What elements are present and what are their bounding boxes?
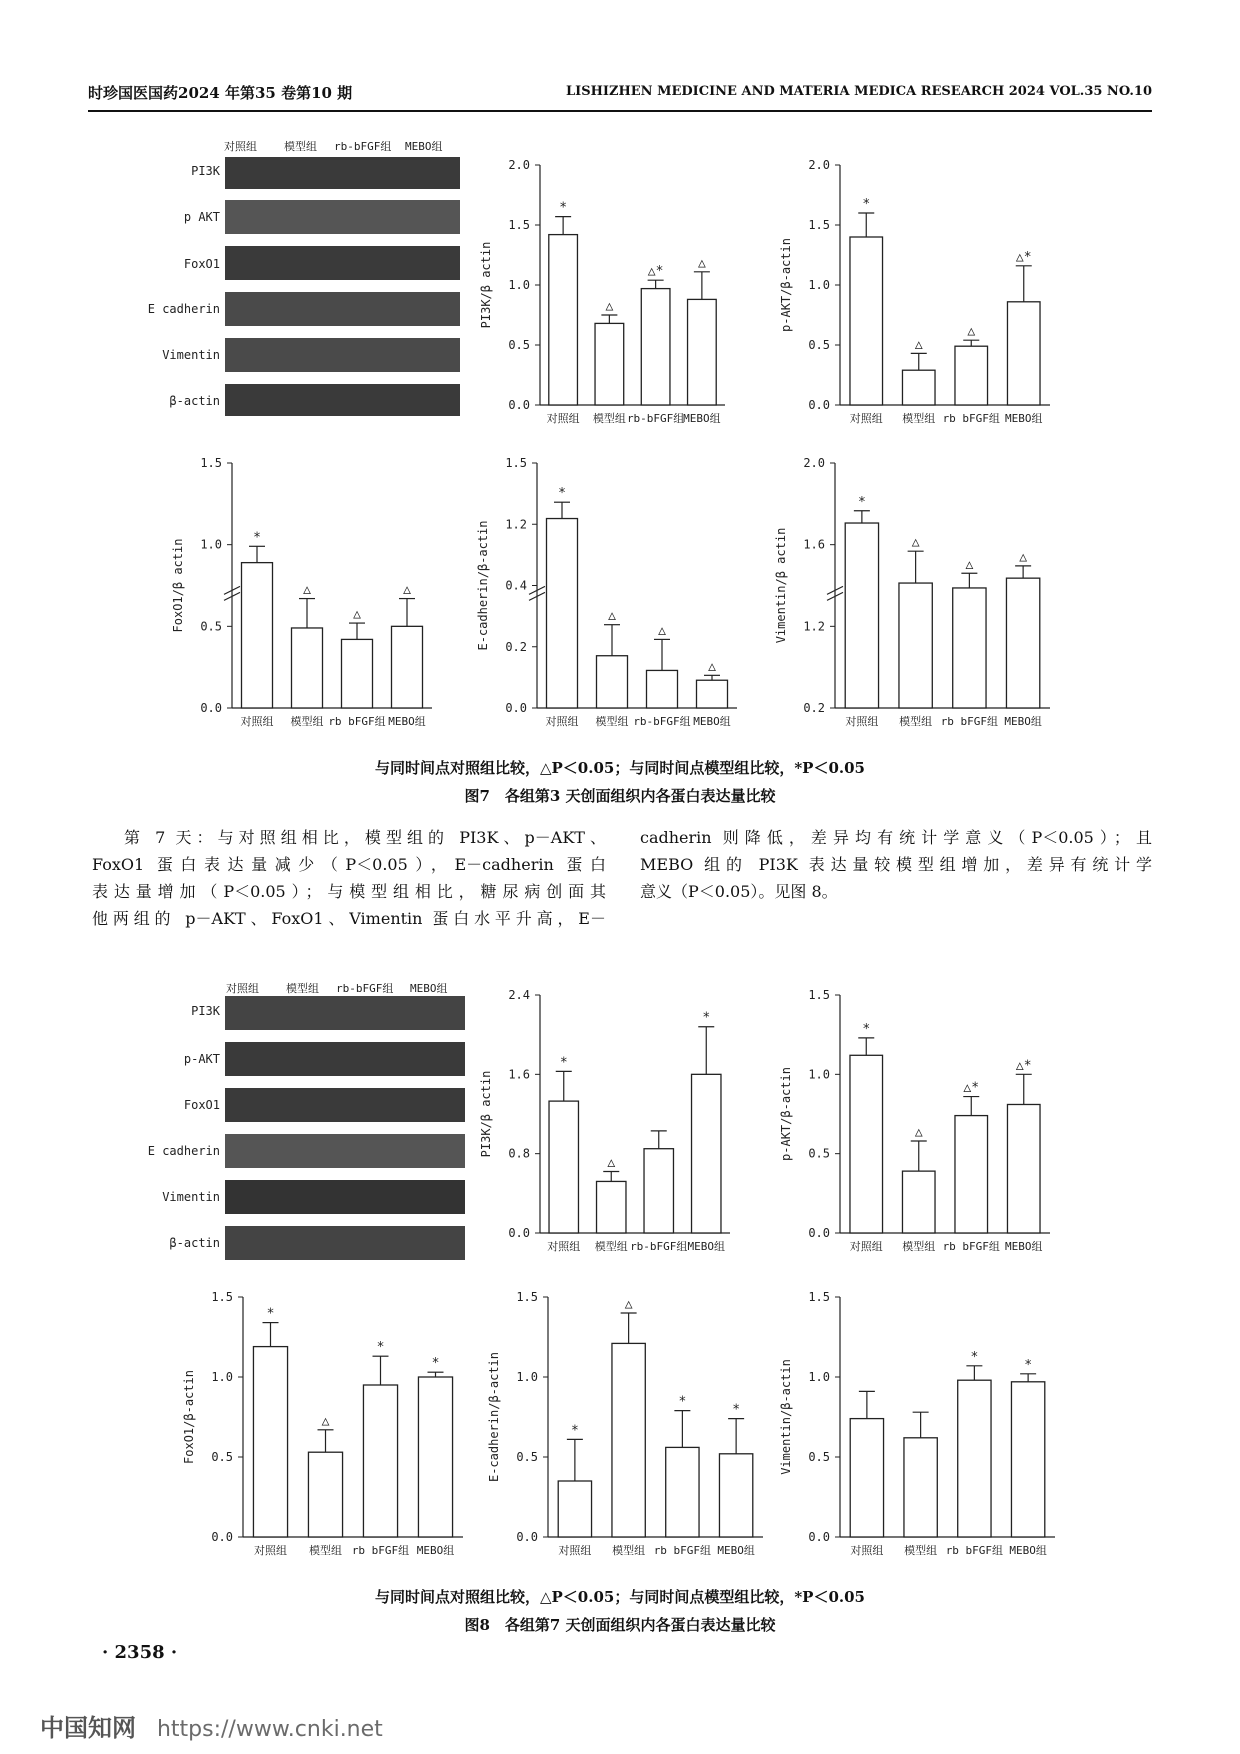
x-tick-label: rb bFGF组	[945, 1544, 1004, 1557]
bar	[547, 519, 578, 708]
significance-mark: *	[702, 1010, 711, 1026]
significance-mark: *	[559, 1055, 568, 1071]
x-tick-label: rb-bFGF组	[626, 412, 685, 425]
bar	[958, 1380, 991, 1537]
bar	[597, 1181, 626, 1233]
blot-col-label: 模型组	[286, 982, 319, 995]
cnki-brand: 中国知网	[40, 1714, 136, 1742]
x-tick-label: 对照组	[547, 1240, 581, 1253]
y-axis-label: FoxO1/β-actin	[182, 1370, 196, 1464]
blot-col-label: rb-bFGF组	[334, 140, 392, 153]
y-tick-label: 0.0	[508, 1226, 530, 1240]
significance-mark: *	[570, 1423, 579, 1439]
blot-row-label: p-AKT	[183, 1052, 220, 1066]
blot-band-strip	[225, 1134, 465, 1168]
y-tick-label: 0.0	[808, 398, 830, 412]
significance-mark: △	[624, 1297, 633, 1312]
y-tick-label: 0.2	[803, 701, 825, 715]
figure-8-legend: 与同时间点对照组比较，△P＜0.05；与同时间点模型组比较，*P＜0.05	[374, 1588, 865, 1606]
paragraph-left-column	[92, 824, 606, 932]
cnki-watermark	[40, 1708, 383, 1743]
significance-mark: △*	[1015, 1058, 1032, 1074]
y-tick-label: 1.5	[516, 1290, 538, 1304]
x-tick-label: 对照组	[849, 412, 883, 425]
bar	[899, 583, 932, 708]
x-tick-label: MEBO组	[388, 715, 426, 728]
journal-header-left: 时珍国医国药2024 年第35 卷第10 期	[88, 84, 353, 102]
bar	[342, 639, 373, 708]
figure-8-caption: 图8 各组第7 天创面组织内各蛋白表达量比较	[464, 1616, 776, 1634]
bar	[692, 1074, 721, 1233]
y-tick-label: 1.5	[200, 456, 222, 470]
y-tick-label: 2.0	[803, 456, 825, 470]
figure-7-caption: 图7 各组第3 天创面组织内各蛋白表达量比较	[464, 787, 776, 805]
y-tick-label: 0.5	[508, 338, 530, 352]
blot-row-label: β-actin	[169, 1236, 220, 1250]
bar	[850, 1055, 883, 1233]
x-tick-label: rb bFGF组	[942, 412, 1000, 425]
y-tick-label: 1.2	[803, 619, 825, 634]
x-tick-label: MEBO组	[1009, 1544, 1047, 1557]
bar	[955, 1116, 988, 1233]
page-number: · 2358 ·	[102, 1642, 178, 1663]
x-tick-label: MEBO组	[683, 412, 721, 425]
x-tick-label: 模型组	[594, 1240, 628, 1253]
significance-mark: *	[1024, 1357, 1033, 1373]
x-tick-label: 模型组	[904, 1544, 938, 1557]
y-tick-label: 0.0	[505, 701, 527, 715]
y-tick-label: 0.2	[505, 639, 527, 654]
bar	[308, 1452, 342, 1537]
y-tick-label: 2.4	[508, 988, 530, 1002]
significance-mark: △*	[963, 1080, 980, 1096]
significance-mark: △	[303, 582, 311, 598]
significance-mark: △	[1019, 549, 1028, 565]
bar	[612, 1343, 645, 1537]
x-tick-label: rb-bFGF组	[633, 715, 691, 728]
y-tick-label: 1.0	[508, 278, 530, 292]
bar	[595, 323, 624, 405]
x-tick-label: rb bFGF组	[351, 1544, 410, 1557]
bar	[666, 1447, 699, 1537]
significance-mark: *	[558, 486, 566, 502]
significance-mark: △	[967, 324, 976, 340]
y-axis-label: E-cadherin/β-actin	[476, 520, 490, 651]
bar	[850, 1419, 883, 1537]
paragraph-right-column	[640, 824, 1152, 905]
y-tick-label: 1.5	[808, 218, 830, 232]
bar	[904, 1438, 937, 1537]
bar	[392, 626, 423, 708]
y-tick-label: 1.0	[808, 1370, 830, 1384]
bar	[644, 1149, 673, 1233]
x-tick-label: 模型组	[290, 715, 324, 728]
blot-row-label: Vimentin	[162, 1190, 220, 1204]
bar	[418, 1377, 452, 1537]
y-tick-label: 0.4	[505, 578, 527, 593]
x-tick-label: rb bFGF组	[328, 715, 386, 728]
significance-mark: *	[862, 1021, 871, 1037]
significance-mark: *	[732, 1402, 741, 1418]
bar	[549, 235, 578, 405]
y-tick-label: 0.0	[200, 701, 222, 715]
blot-col-label: rb-bFGF组	[336, 982, 394, 995]
significance-mark: *	[678, 1394, 687, 1410]
bar	[719, 1454, 752, 1537]
bar	[558, 1481, 591, 1537]
bar	[697, 680, 728, 708]
y-tick-label: 1.5	[508, 218, 530, 232]
y-tick-label: 1.2	[505, 517, 527, 532]
y-axis-label: PI3K/β actin	[479, 241, 493, 329]
x-tick-label: 对照组	[849, 1240, 883, 1253]
blot-row-label: FoxO1	[183, 257, 220, 271]
x-tick-label: 对照组	[850, 1544, 884, 1557]
blot-col-label: MEBO组	[405, 140, 443, 153]
y-tick-label: 0.5	[211, 1450, 233, 1464]
x-tick-label: MEBO组	[416, 1544, 455, 1557]
significance-mark: △*	[647, 264, 664, 280]
y-tick-label: 0.5	[808, 1450, 830, 1464]
significance-mark: *	[376, 1340, 385, 1356]
x-tick-label: 对照组	[845, 715, 879, 728]
blot-row-label: E cadherin	[147, 302, 220, 316]
significance-mark: △	[321, 1413, 330, 1429]
bar	[292, 628, 323, 708]
significance-mark: △	[914, 337, 923, 353]
text-line: FoxO1 蛋白表达量减少（P＜0.05），E－cadherin 蛋白	[92, 855, 606, 874]
x-tick-label: 模型组	[902, 412, 936, 425]
figure-7-legend: 与同时间点对照组比较，△P＜0.05；与同时间点模型组比较，*P＜0.05	[374, 759, 865, 777]
significance-mark: *	[253, 530, 261, 546]
bar	[1006, 578, 1039, 708]
x-tick-label: 对照组	[254, 1544, 287, 1557]
blot-row-label: Vimentin	[162, 348, 220, 362]
blot-row-label: PI3K	[191, 1004, 220, 1018]
significance-mark: △*	[1015, 249, 1032, 265]
x-tick-label: MEBO组	[1005, 412, 1043, 425]
y-tick-label: 1.5	[808, 1290, 830, 1304]
significance-mark: △	[353, 607, 361, 623]
bar	[242, 563, 273, 708]
significance-mark: △	[658, 623, 666, 639]
y-tick-label: 0.0	[808, 1226, 830, 1240]
bar	[363, 1385, 397, 1537]
x-tick-label: rb-bFGF组	[630, 1240, 688, 1253]
blot-row-label: PI3K	[191, 164, 220, 178]
x-tick-label: 模型组	[595, 715, 629, 728]
bar	[955, 346, 988, 405]
x-tick-label: MEBO组	[687, 1240, 725, 1253]
y-axis-label: Vimentin/β-actin	[779, 1359, 793, 1475]
x-tick-label: 对照组	[546, 412, 580, 425]
bar	[688, 299, 717, 405]
x-tick-label: MEBO组	[1005, 1240, 1043, 1253]
y-tick-label: 1.0	[200, 537, 222, 552]
x-tick-label: MEBO组	[1004, 715, 1042, 728]
blot-row-label: E cadherin	[147, 1144, 220, 1158]
x-tick-label: rb bFGF组	[940, 715, 999, 728]
significance-mark: *	[857, 494, 866, 510]
x-tick-label: 模型组	[592, 412, 626, 425]
journal-header-right: LISHIZHEN MEDICINE AND MATERIA MEDICA RESEARCH 2024 VOL.35 NO.10	[566, 84, 1152, 99]
y-tick-label: 0.0	[808, 1530, 830, 1544]
significance-mark: *	[431, 1356, 440, 1372]
blot-band-strip	[225, 1226, 465, 1260]
significance-mark: △	[911, 535, 920, 551]
y-tick-label: 0.0	[211, 1530, 233, 1544]
bar	[953, 588, 986, 708]
blot-row-label: FoxO1	[183, 1098, 220, 1112]
blot-col-label: 对照组	[224, 140, 257, 153]
bar	[1007, 302, 1040, 405]
text-line: cadherin 则降低，差异均有统计学意义（P＜0.05）；且	[640, 828, 1152, 847]
y-tick-label: 1.5	[808, 988, 830, 1002]
y-tick-label: 2.0	[508, 158, 530, 172]
bar	[549, 1101, 578, 1233]
significance-mark: *	[559, 200, 568, 216]
bar	[902, 1171, 935, 1233]
bar	[641, 289, 670, 405]
significance-mark: △	[697, 255, 706, 271]
bar	[850, 237, 883, 405]
y-axis-label: FoxO1/β actin	[171, 538, 185, 633]
blot-band-strip	[225, 1042, 465, 1076]
text-line: MEBO 组的 PI3K 表达量较模型组增加，差异有统计学	[640, 855, 1152, 874]
text-line: 第 7 天：与对照组相比，模型组的 PI3K、p－AKT、	[124, 828, 606, 847]
significance-mark: *	[970, 1349, 979, 1365]
blot-col-label: MEBO组	[410, 982, 448, 995]
y-axis-label: p-AKT/β-actin	[779, 1067, 793, 1161]
bar	[647, 670, 678, 708]
y-tick-label: 1.0	[516, 1370, 538, 1384]
x-tick-label: 模型组	[899, 715, 933, 728]
y-tick-label: 0.0	[508, 398, 530, 412]
text-line: 表达量增加（P＜0.05）；与模型组相比，糖尿病创面其	[92, 882, 606, 901]
y-tick-label: 0.5	[808, 1146, 830, 1161]
y-tick-label: 0.5	[200, 619, 222, 634]
significance-mark: *	[266, 1306, 275, 1322]
significance-mark: △	[914, 1124, 923, 1140]
x-tick-label: 模型组	[612, 1544, 646, 1557]
bar	[253, 1347, 287, 1537]
text-line: 意义（P＜0.05）。见图 8。	[640, 882, 838, 901]
bar	[902, 370, 935, 405]
x-tick-label: MEBO组	[693, 715, 731, 728]
x-tick-label: MEBO组	[717, 1544, 755, 1557]
y-axis-label: PI3K/β actin	[479, 1070, 493, 1158]
x-tick-label: 模型组	[309, 1544, 342, 1557]
x-tick-label: 对照组	[545, 715, 579, 728]
x-tick-label: rb bFGF组	[653, 1544, 712, 1557]
x-tick-label: 模型组	[902, 1240, 936, 1253]
y-tick-label: 0.5	[516, 1450, 538, 1464]
y-tick-label: 1.6	[508, 1067, 530, 1082]
significance-mark: △	[708, 659, 716, 675]
bar	[845, 523, 878, 708]
text-line: 他两组的 p－AKT、FoxO1、Vimentin 蛋白水平升高，E－	[92, 909, 606, 928]
significance-mark: △	[403, 582, 411, 598]
y-tick-label: 1.5	[505, 456, 527, 470]
y-axis-label: E-cadherin/β-actin	[487, 1351, 501, 1483]
y-tick-label: 1.0	[211, 1370, 233, 1384]
blot-band-strip	[225, 996, 465, 1030]
blot-row-label: p AKT	[183, 210, 220, 224]
blot-band-strip	[225, 1180, 465, 1214]
y-tick-label: 1.6	[803, 537, 825, 552]
y-tick-label: 1.5	[211, 1290, 233, 1304]
bar	[597, 656, 628, 708]
y-tick-label: 1.0	[808, 1067, 830, 1082]
y-tick-label: 1.0	[808, 278, 830, 292]
x-tick-label: 对照组	[558, 1544, 592, 1557]
western-blot-fig8	[120, 978, 460, 1278]
cnki-url: https://www.cnki.net	[156, 1717, 383, 1742]
y-tick-label: 0.8	[508, 1146, 530, 1161]
bar	[1011, 1382, 1044, 1537]
blot-row-label: β-actin	[169, 394, 220, 408]
x-tick-label: rb bFGF组	[942, 1240, 1000, 1253]
blot-col-label: 对照组	[226, 982, 259, 995]
x-tick-label: 对照组	[240, 715, 274, 728]
bar	[1007, 1104, 1040, 1233]
significance-mark: △	[965, 557, 974, 573]
significance-mark: *	[862, 197, 871, 212]
y-tick-label: 0.5	[808, 338, 830, 352]
y-tick-label: 0.0	[516, 1530, 538, 1544]
y-axis-label: Vimentin/β actin	[774, 527, 788, 644]
significance-mark: △	[607, 1155, 616, 1171]
blot-col-label: 模型组	[284, 140, 317, 153]
blot-band-strip	[225, 1088, 465, 1122]
y-axis-label: p-AKT/β-actin	[779, 238, 793, 332]
significance-mark: △	[605, 299, 614, 314]
significance-mark: △	[608, 608, 616, 624]
y-tick-label: 2.0	[808, 158, 830, 172]
